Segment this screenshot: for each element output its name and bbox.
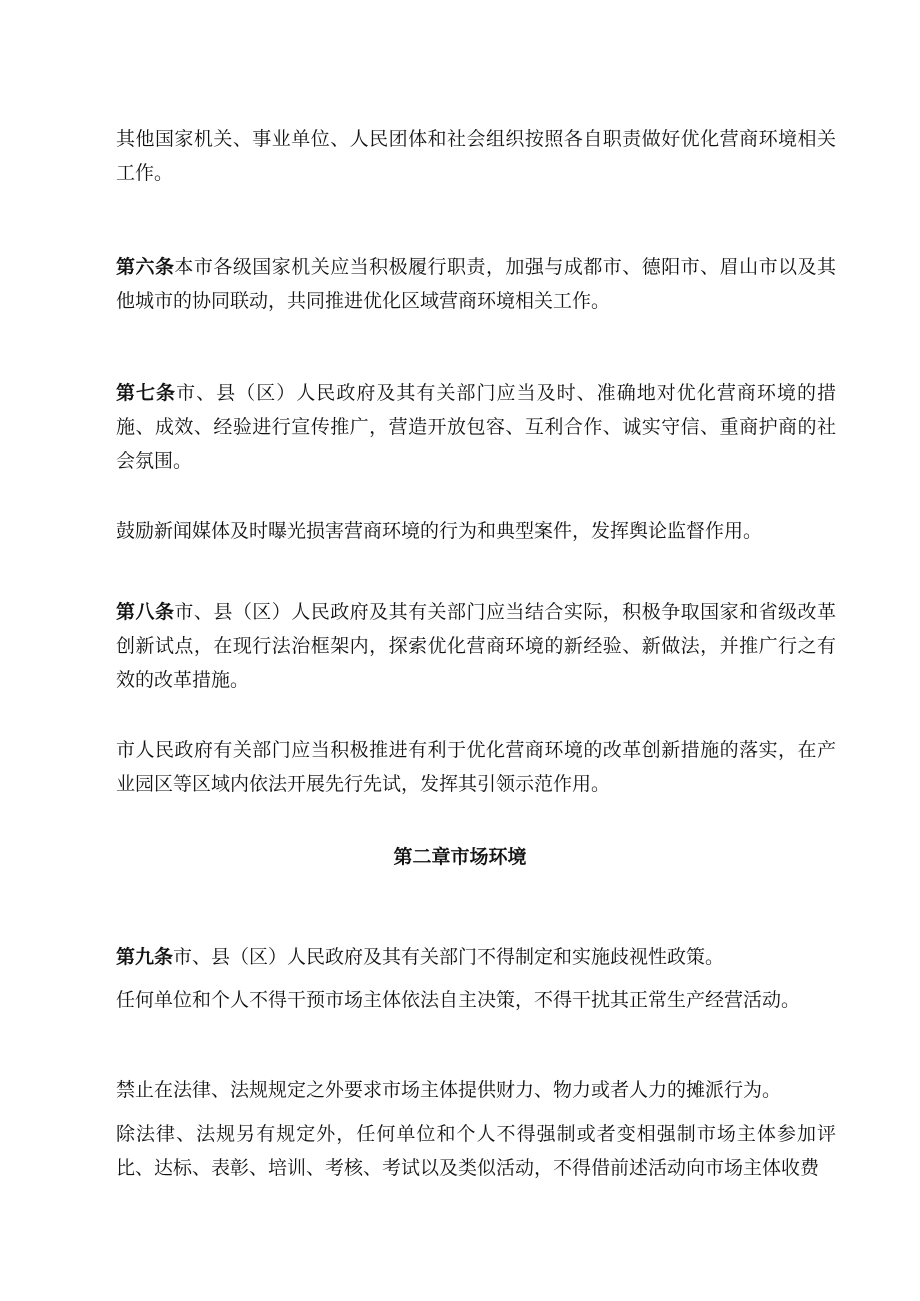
article-label: 第七条: [116, 382, 177, 404]
article-label: 第九条: [116, 946, 174, 968]
article-label: 第六条: [116, 256, 175, 278]
article-8: [116, 595, 836, 697]
article-7-paragraph-2: [116, 514, 836, 548]
paragraph-text: 鼓励新闻媒体及时曝光损害营商环境的行为和典型案件，发挥舆论监督作用。: [116, 520, 763, 542]
paragraph-text: 禁止在法律、法规规定之外要求市场主体提供财力、物力或者人力的摊派行为。: [116, 1079, 782, 1101]
article-label: 第八条: [116, 601, 175, 623]
paragraph-text: 市人民政府有关部门应当积极推进有利于优化营商环境的改革创新措施的落实，在产业园区等区域内依法开展先行先试，发挥其引领示范作用。: [116, 739, 836, 795]
article-text: 市、县（区）人民政府及其有关部门应当结合实际，积极争取国家和省级改革创新试点，在现行法治框架内，探索优化营商环境的新经验、新做法，并推广行之有效的改革措施。: [116, 601, 836, 691]
article-7: [116, 376, 836, 478]
article-9: [116, 940, 836, 974]
article-9-paragraph-4: [116, 1117, 836, 1185]
article-text: 市、县（区）人民政府及其有关部门应当及时、准确地对优化营商环境的措施、成效、经验进行宣传推广，营造开放包容、互利合作、诚实守信、重商护商的社会氛围。: [116, 382, 836, 472]
article-text: 市、县（区）人民政府及其有关部门不得制定和实施歧视性政策。: [173, 946, 725, 968]
article-6: [116, 250, 836, 318]
paragraph-text: 除法律、法规另有规定外，任何单位和个人不得强制或者变相强制市场主体参加评比、达标、表彰、培训、考核、考试以及类似活动，不得借前述活动向市场主体收费: [116, 1123, 836, 1179]
article-8-paragraph-2: [116, 733, 836, 801]
article-9-paragraph-2: [116, 983, 836, 1017]
paragraph-other-organs: [116, 122, 836, 190]
article-9-paragraph-3: [116, 1073, 836, 1107]
chapter-title: 第二章市场环境: [393, 846, 527, 868]
paragraph-text: 任何单位和个人不得干预市场主体依法自主决策，不得干扰其正常生产经营活动。: [116, 989, 801, 1011]
paragraph-text: 其他国家机关、事业单位、人民团体和社会组织按照各自职责做好优化营商环境相关工作。: [116, 128, 836, 184]
article-text: 本市各级国家机关应当积极履行职责，加强与成都市、德阳市、眉山市以及其他城市的协同联动，共同推进优化区域营商环境相关工作。: [116, 256, 836, 312]
